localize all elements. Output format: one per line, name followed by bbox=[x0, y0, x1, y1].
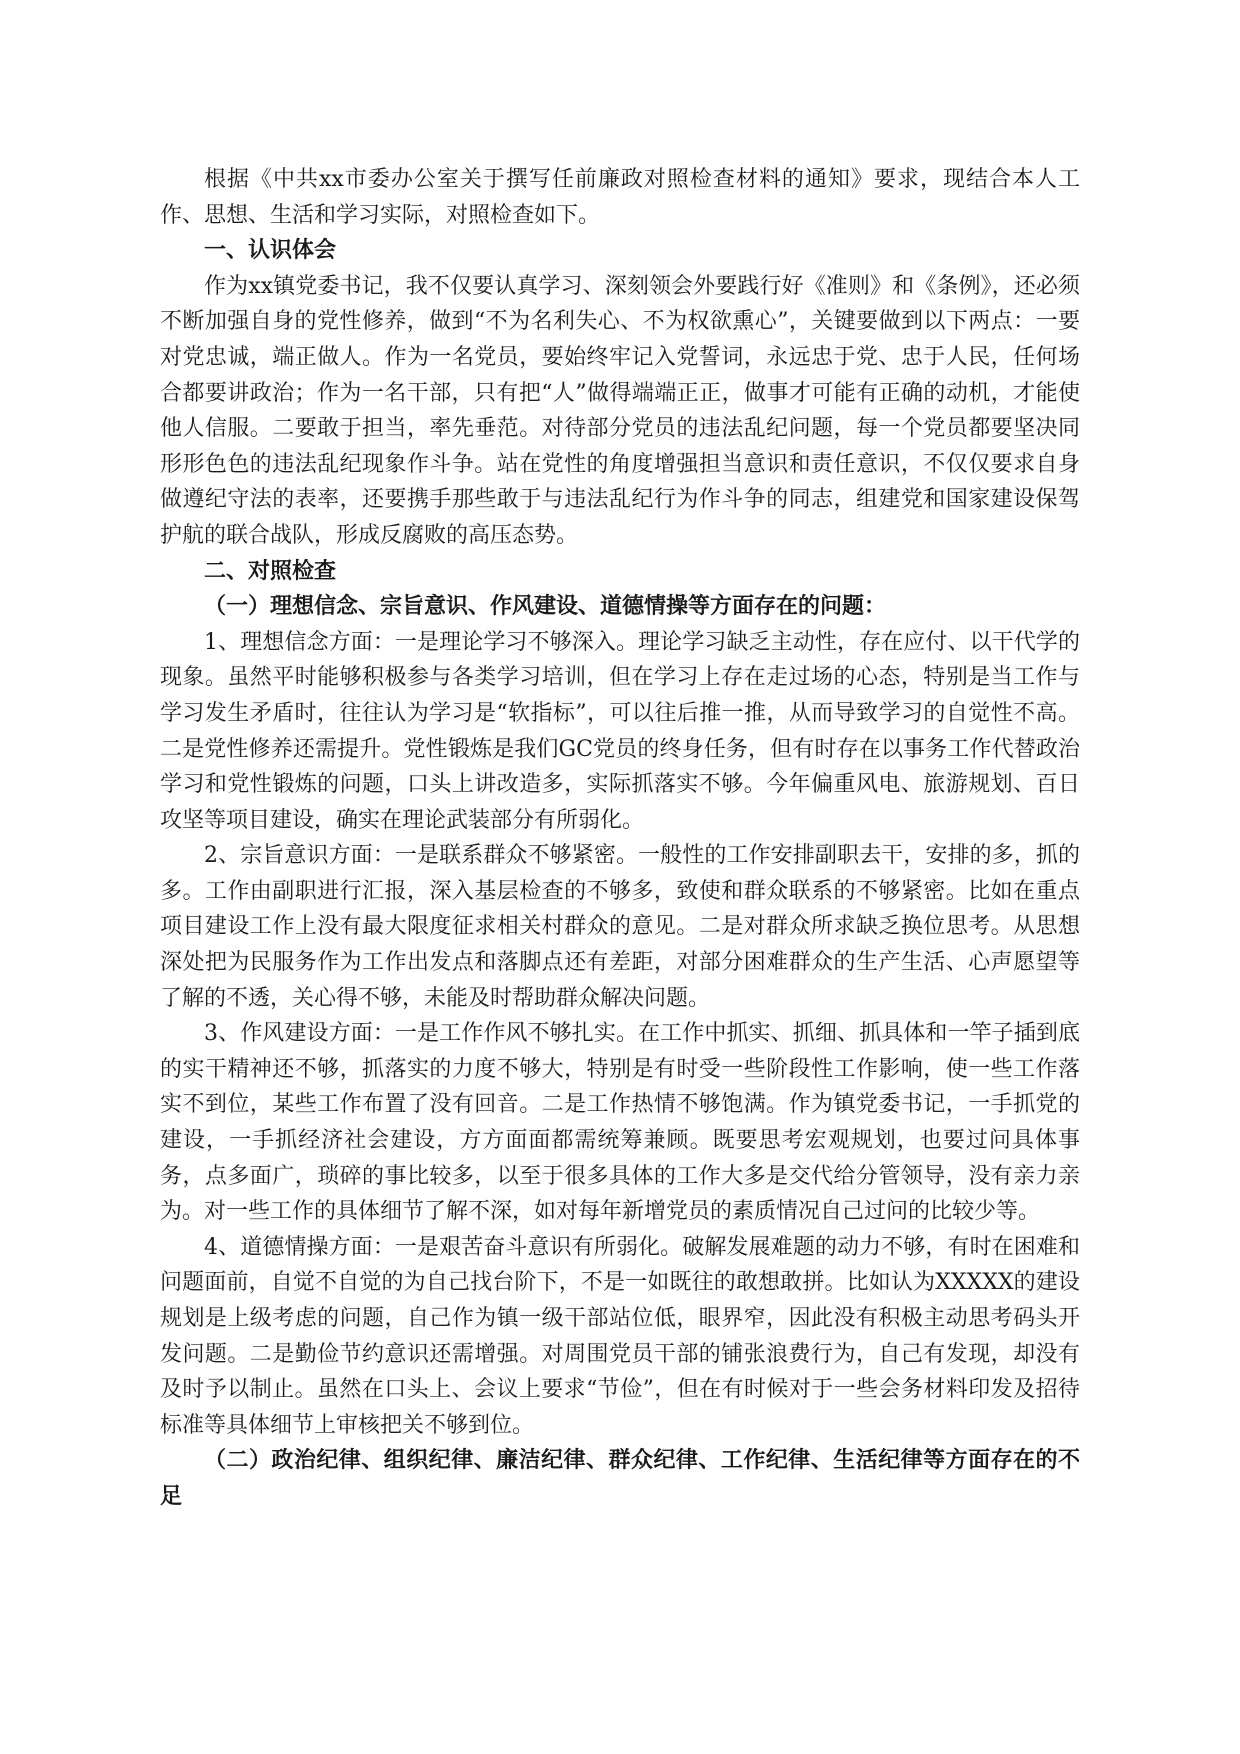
subsection-heading-discipline: （二）政治纪律、组织纪律、廉洁纪律、群众纪律、工作纪律、生活纪律等方面存在的不足 bbox=[160, 1447, 1080, 1509]
document-page bbox=[160, 162, 1080, 1515]
paragraph-ideals: 1、理想信念方面：一是理论学习不够深入。理论学习缺乏主动性，存在应付、以干代学的现象。虽然平时能够积极参与各类学习培训，但在学习上存在走过场的心态，特别是当工作与学习发生矛盾时，往往认为学习是“软指标”，可以往后推一推，从而导致学习的自觉性不高。二是党性修养还需提升。党性锻炼是我们GC党员的终身任务，但有时存在以事务工作代替政治学习和党性锻炼的问题，口头上讲改造多，实际抓落实不够。今年偏重风电、旅游规划、百日攻坚等项目建设，确实在理论武装部分有所弱化。 bbox=[160, 629, 1080, 833]
section-heading-understanding: 一、认识体会 bbox=[204, 237, 337, 264]
paragraph-morality: 4、道德情操方面：一是艰苦奋斗意识有所弱化。破解发展难题的动力不够，有时在困难和问题面前，自觉不自觉的为自己找台阶下，不是一如既往的敢想敢拼。比如认为XXXXX的建设规划是上级考虑的问题，自己作为镇一级干部站位低，眼界窄，因此没有积极主动思考码头开发问题。二是勤俭节约意识还需增强。对周围党员干部的铺张浪费行为，自己有发现，却没有及时予以制止。虽然在口头上、会议上要求“节俭”，但在有时候对于一些会务材料印发及招待标准等具体细节上审核把关不够到位。 bbox=[160, 1234, 1080, 1438]
paragraph-purpose: 2、宗旨意识方面：一是联系群众不够紧密。一般性的工作安排副职去干，安排的多，抓的多。工作由副职进行汇报，深入基层检查的不够多，致使和群众联系的不够紧密。比如在重点项目建设工作上没有最大限度征求相关村群众的意见。二是对群众所求缺乏换位思考。从思想深处把为民服务作为工作出发点和落脚点还有差距，对部分困难群众的生产生活、心声愿望等了解的不透，关心得不够，未能及时帮助群众解决问题。 bbox=[160, 843, 1080, 1011]
section-heading-check: 二、对照检查 bbox=[204, 557, 337, 584]
section-body-understanding: 作为xx镇党委书记，我不仅要认真学习、深刻领会外要践行好《准则》和《条例》，还必须不断加强自身的党性修养，做到“不为名利失心、不为权欲熏心”，关键要做到以下两点：一要对党忠诚，端正做人。作为一名党员，要始终牢记入党誓词，永远忠于党、忠于人民，任何场合都要讲政治；作为一名干部，只有把“人”做得端端正正，做事才可能有正确的动机，才能使他人信服。二要敢于担当，率先垂范。对待部分党员的违法乱纪问题，每一个党员都要坚决同形形色色的违法乱纪现象作斗争。站在党性的角度增强担当意识和责任意识，不仅仅要求自身做遵纪守法的表率，还要携手那些敢于与违法乱纪行为作斗争的同志，组建党和国家建设保驾护航的联合战队，形成反腐败的高压态势。 bbox=[160, 273, 1080, 548]
paragraph-work-style: 3、作风建设方面：一是工作作风不够扎实。在工作中抓实、抓细、抓具体和一竿子插到底的实干精神还不够，抓落实的力度不够大，特别是有时受一些阶段性工作影响，使一些工作落实不到位，某些工作布置了没有回音。二是工作热情不够饱满。作为镇党委书记，一手抓党的建设，一手抓经济社会建设，方方面面都需统筹兼顾。既要思考宏观规划，也要过问具体事务，点多面广，琐碎的事比较多，以至于很多具体的工作大多是交代给分管领导，没有亲力亲为。对一些工作的具体细节了解不深，如对每年新增党员的素质情况自己过问的比较少等。 bbox=[160, 1021, 1080, 1225]
subsection-heading-problems: （一）理想信念、宗旨意识、作风建设、道德情操等方面存在的问题： bbox=[204, 593, 887, 620]
intro-paragraph: 根据《中共xx市委办公室关于撰写任前廉政对照检查材料的通知》要求，现结合本人工作、思想、生活和学习实际，对照检查如下。 bbox=[160, 167, 1080, 228]
